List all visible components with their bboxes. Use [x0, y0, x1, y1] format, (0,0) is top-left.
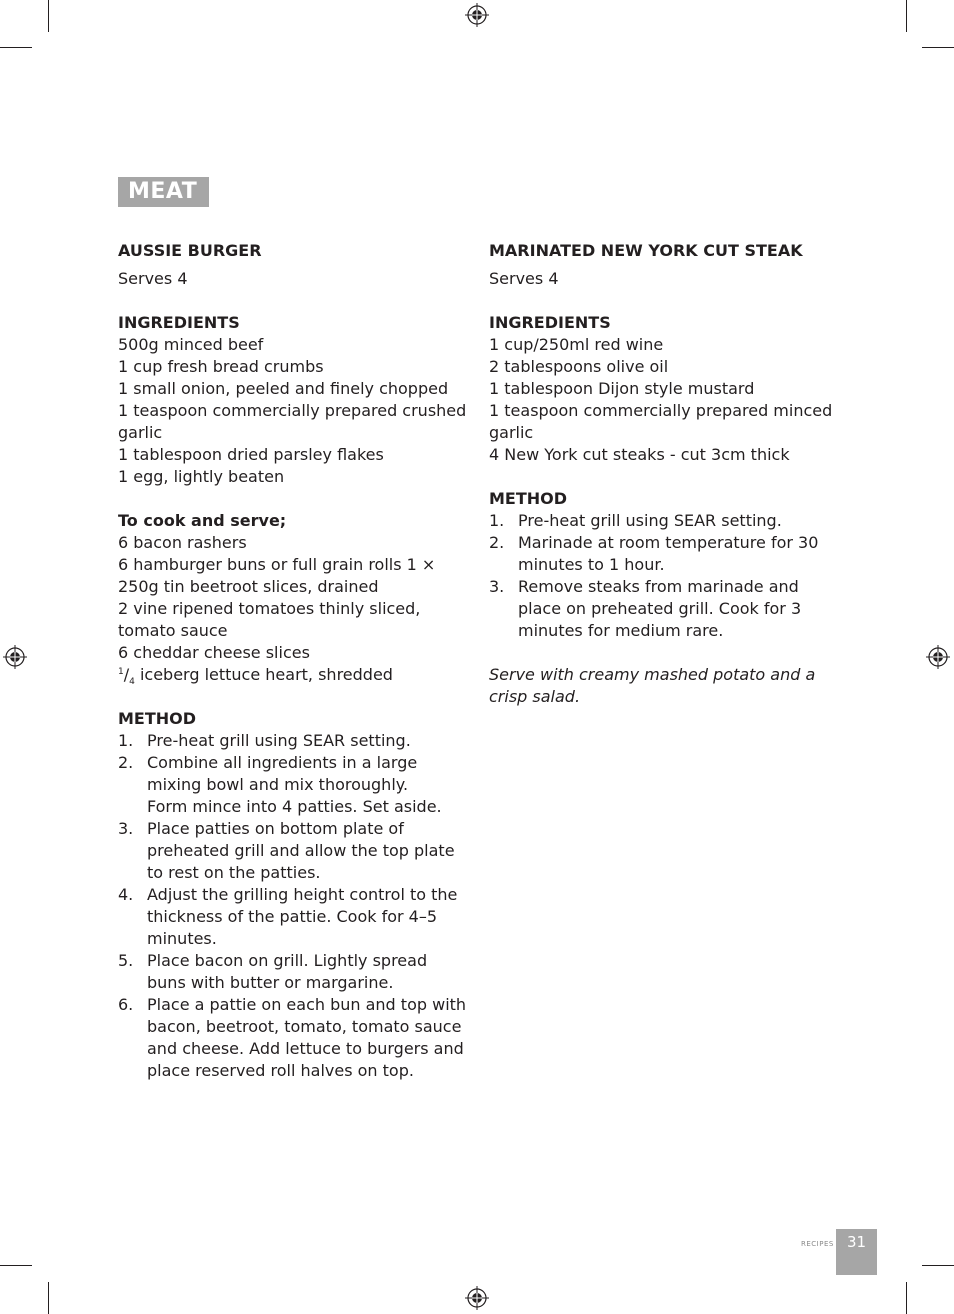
step-text: Pre-heat grill using SEAR setting.	[518, 511, 782, 530]
crop-mark	[48, 0, 49, 32]
crop-mark	[922, 1265, 954, 1266]
step-text: Place a pattie on each bun and top with bacon, beetroot, tomato, tomato sauce and cheese. Add lettuce to burgers and place reserved roll halves on top.	[147, 995, 467, 1080]
ingredient-item: 500g minced beef	[118, 335, 264, 354]
step-text: Adjust the grilling height control to the thickness of the pattie. Cook for 4–5 minutes.	[147, 885, 458, 948]
serve-item: 6 bacon rashers	[118, 533, 247, 552]
lettuce-text: iceberg lettuce heart, shredded	[134, 665, 393, 684]
ingredients-list	[489, 334, 839, 466]
step-text: Remove steaks from marinade and place on preheated grill. Cook for 3 minutes for medium rare.	[518, 577, 802, 640]
recipe-title: MARINATED NEW YORK CUT STEAK	[489, 241, 803, 260]
method-step	[118, 752, 468, 818]
fraction-denominator: 4	[129, 677, 135, 688]
ingredient-item: 1 tablespoon Dijon style mustard	[489, 379, 755, 398]
registration-mark-icon	[465, 3, 489, 27]
method-list	[489, 510, 839, 642]
ingredient-item: 1 cup/250ml red wine	[489, 335, 664, 354]
method-step	[118, 950, 468, 994]
crop-mark	[48, 1282, 49, 1314]
method-heading: METHOD	[118, 709, 197, 728]
crop-mark	[922, 47, 954, 48]
method-step	[118, 818, 468, 884]
serve-item: 6 hamburger buns or full grain rolls 1 × 250g tin beetroot slices, drained	[118, 555, 436, 596]
ingredient-item: 1 small onion, peeled and finely chopped	[118, 379, 449, 398]
serve-list	[118, 532, 468, 686]
step-number: 3.	[489, 577, 505, 596]
ingredients-heading: INGREDIENTS	[118, 313, 240, 332]
fraction-numerator: 1	[118, 667, 124, 677]
step-extra-text: Form mince into 4 patties. Set aside.	[147, 797, 442, 816]
ingredient-item: 1 teaspoon commercially prepared crushed garlic	[118, 401, 467, 442]
recipe-new-york-steak	[489, 240, 839, 708]
serve-item: 2 vine ripened tomatoes thinly sliced, tomato sauce	[118, 599, 421, 640]
method-step	[118, 730, 468, 752]
serve-heading: To cook and serve;	[118, 511, 287, 530]
step-text: Marinade at room temperature for 30 minutes to 1 hour.	[518, 533, 819, 574]
step-number: 4.	[118, 885, 134, 904]
step-text: Combine all ingredients in a large mixing bowl and mix thoroughly.	[147, 753, 418, 794]
step-number: 6.	[118, 995, 134, 1014]
serve-item-lettuce: $^1/_4$ iceberg lettuce heart, shredded	[118, 665, 393, 688]
step-text: Place bacon on grill. Lightly spread buns with butter or margarine.	[147, 951, 428, 992]
step-number: 1.	[118, 731, 134, 750]
registration-mark-icon	[465, 1286, 489, 1310]
method-step	[118, 884, 468, 950]
method-list	[118, 730, 468, 1082]
method-step	[489, 576, 839, 642]
step-text: Pre-heat grill using SEAR setting.	[147, 731, 411, 750]
serve-item: 6 cheddar cheese slices	[118, 643, 310, 662]
section-title: MEAT	[118, 177, 209, 207]
method-step	[489, 510, 839, 532]
crop-mark	[0, 1265, 32, 1266]
ingredient-item: 1 cup fresh bread crumbs	[118, 357, 324, 376]
recipe-aussie-burger	[118, 240, 468, 1082]
step-number: 2.	[489, 533, 505, 552]
crop-mark	[906, 1282, 907, 1314]
serves-text: Serves 4	[489, 269, 559, 288]
footer-section-label: RECIPES	[801, 1240, 834, 1248]
serving-note: Serve with creamy mashed potato and a crisp salad.	[489, 665, 816, 706]
recipe-title: AUSSIE BURGER	[118, 241, 262, 260]
ingredient-item: 2 tablespoons olive oil	[489, 357, 669, 376]
step-number: 3.	[118, 819, 134, 838]
registration-mark-icon	[926, 645, 950, 669]
ingredient-item: 1 teaspoon commercially prepared minced garlic	[489, 401, 833, 442]
page-number: 31	[836, 1229, 877, 1275]
ingredient-item: 1 tablespoon dried parsley flakes	[118, 445, 384, 464]
step-number: 5.	[118, 951, 134, 970]
registration-mark-icon	[3, 645, 27, 669]
method-step	[118, 994, 468, 1082]
ingredient-item: 4 New York cut steaks - cut 3cm thick	[489, 445, 790, 464]
method-heading: METHOD	[489, 489, 568, 508]
step-text: Place patties on bottom plate of preheated grill and allow the top plate to rest on the patties.	[147, 819, 455, 882]
ingredients-list	[118, 334, 468, 488]
method-step	[489, 532, 839, 576]
step-number: 1.	[489, 511, 505, 530]
ingredient-item: 1 egg, lightly beaten	[118, 467, 285, 486]
ingredients-heading: INGREDIENTS	[489, 313, 611, 332]
serves-text: Serves 4	[118, 269, 188, 288]
crop-mark	[906, 0, 907, 32]
crop-mark	[0, 47, 32, 48]
step-number: 2.	[118, 753, 134, 772]
